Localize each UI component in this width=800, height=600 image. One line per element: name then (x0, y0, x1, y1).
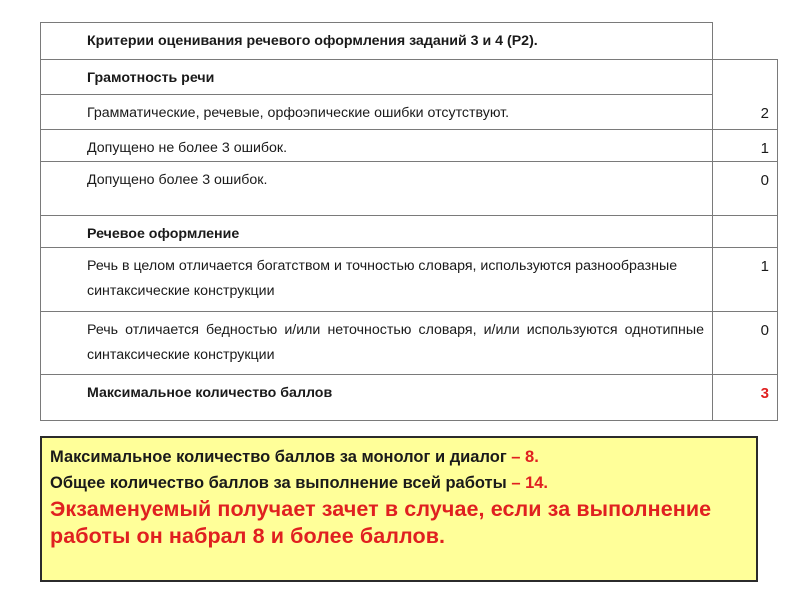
summary-conclusion: Экзаменуемый получает зачет в случае, если за выполнение работы он набрал 8 и более баллов. (50, 497, 712, 548)
criterion-score: 2 (713, 95, 778, 130)
score-blank (713, 216, 778, 248)
criterion-text: Речь отличается бедностью и/или неточностью словаря, и/или используются однотипные синтаксические конструкции (41, 312, 713, 375)
summary-line-value: – 14. (506, 474, 549, 492)
summary-line-value: – 8. (506, 448, 539, 466)
section-heading-speech: Речевое оформление (41, 216, 713, 248)
total-score: 3 (713, 375, 778, 421)
summary-line-total (50, 470, 748, 496)
criterion-text: Допущено более 3 ошибок. (41, 162, 713, 216)
criterion-score: 1 (713, 248, 778, 312)
criterion-text: Речь в целом отличается богатством и точностью словаря, используются разнообразные синтаксические конструкции (41, 248, 713, 312)
section-heading-literacy: Грамотность речи (41, 60, 713, 95)
criterion-text: Допущено не более 3 ошибок. (41, 130, 713, 162)
criterion-score: 0 (713, 162, 778, 216)
blank-corner (713, 23, 778, 60)
criterion-text: Грамматические, речевые, орфоэпические ошибки отсутствуют. (41, 95, 713, 130)
criterion-score: 0 (713, 312, 778, 375)
table-title: Критерии оценивания речевого оформления заданий 3 и 4 (Р2). (41, 23, 713, 60)
criteria-table (40, 22, 778, 421)
summary-line-text: Максимальное количество баллов за монолог и диалог (50, 448, 507, 466)
summary-line-monologue (50, 444, 748, 470)
score-blank (713, 60, 778, 95)
summary-line-text: Общее количество баллов за выполнение всей работы (50, 474, 507, 492)
total-label: Максимальное количество баллов (41, 375, 713, 421)
criterion-score: 1 (713, 130, 778, 162)
summary-box (40, 436, 758, 582)
